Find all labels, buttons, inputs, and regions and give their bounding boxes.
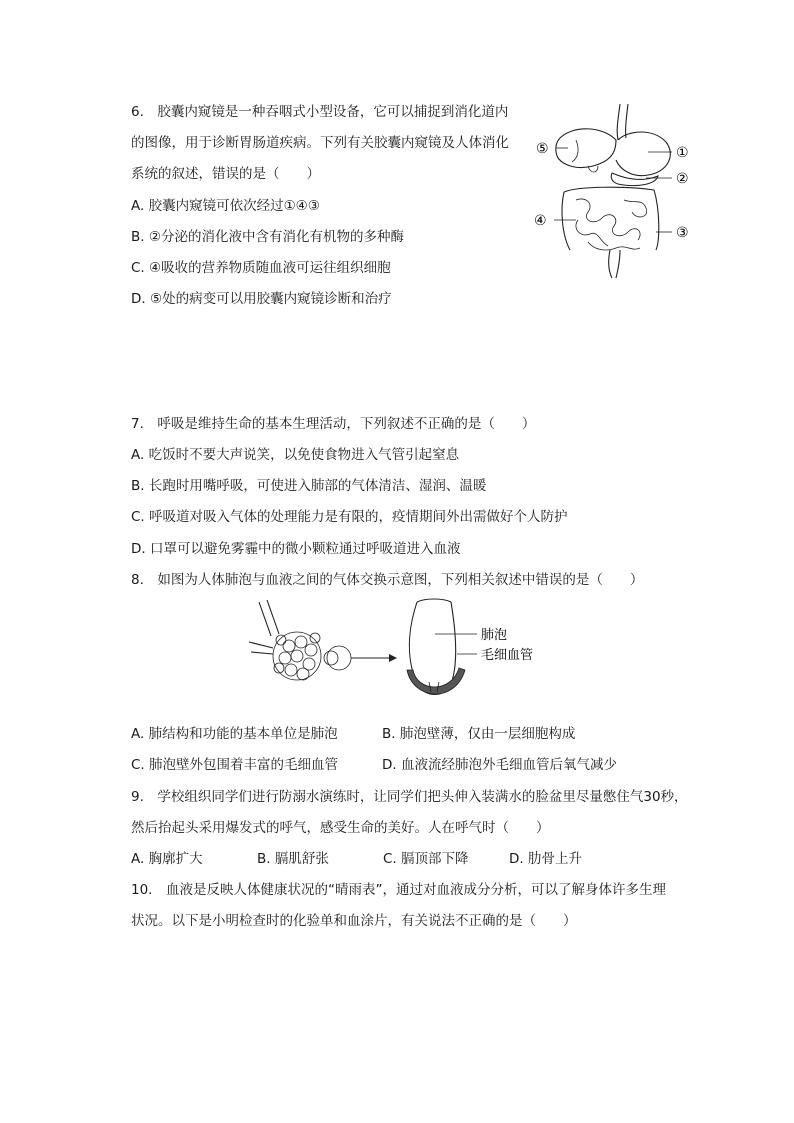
q8-option-d: D. 血液流经肺泡外毛细血管后氧气减少: [382, 757, 617, 773]
q8-options-row-1: [131, 725, 575, 743]
q9-option-c: C. 膈顶部下降: [383, 851, 469, 867]
label-1: ①: [676, 145, 689, 161]
q8-option-b: B. 肺泡壁薄，仅由一层细胞构成: [382, 726, 576, 742]
q6-stem-line-2: 的图像，用于诊断胃肠道疾病。下列有关胶囊内窥镜及人体消化: [131, 135, 509, 151]
label-4: ④: [534, 213, 547, 229]
digestive-system-figure: [528, 100, 698, 285]
alveolus-gas-exchange-figure: [245, 596, 555, 708]
q9-stem-line-2: 然后抬起头采用爆发式的呼气，感受生命的美好。人在呼气时（ ）: [131, 820, 550, 836]
q7-option-d: D. 口罩可以避免雾霾中的微小颗粒通过呼吸道进入血液: [131, 541, 461, 557]
q10-stem-line-2: 状况。以下是小明检查时的化验单和血涂片，有关说法不正确的是（ ）: [131, 913, 577, 929]
q8-option-c: C. 肺泡壁外包围着丰富的毛细血管: [131, 757, 339, 773]
q6-option-c: C. ④吸收的营养物质随血液可运往组织细胞: [131, 260, 391, 276]
label-capillary: 毛细血管: [481, 648, 534, 663]
q8-option-a: A. 肺结构和功能的基本单位是肺泡: [131, 726, 338, 742]
label-2: ②: [676, 171, 689, 187]
q7-stem: 7. 呼吸是维持生命的基本生理活动，下列叙述不正确的是（ ）: [131, 416, 536, 432]
q6-option-b: B. ②分泌的消化液中含有消化有机物的多种酶: [131, 229, 404, 245]
q7-option-c: C. 呼吸道对吸入气体的处理能力是有限的，疫情期间外出需做好个人防护: [131, 509, 568, 525]
q9-option-a: A. 胸廓扩大: [131, 851, 203, 867]
q10-stem-line-1: 10. 血液是反映人体健康状况的“晴雨表”，通过对血液成分分析，可以了解身体许多生理: [131, 882, 666, 898]
label-alveolus: 肺泡: [481, 628, 508, 643]
label-5: ⑤: [536, 141, 549, 157]
q9-option-d: D. 肋骨上升: [509, 851, 582, 867]
label-3: ③: [676, 225, 689, 241]
q9-options-row: [131, 850, 582, 868]
q6-stem-line-1: 6. 胶囊内窥镜是一种吞咽式小型设备，它可以捕捉到消化道内: [131, 104, 509, 120]
q6-option-d: D. ⑤处的病变可以用胶囊内窥镜诊断和治疗: [131, 291, 392, 307]
q9-option-b: B. 膈肌舒张: [257, 851, 329, 867]
q6-option-a: A. 胶囊内窥镜可依次经过①④③: [131, 198, 320, 214]
q8-options-row-2: [131, 756, 617, 774]
q7-option-a: A. 吃饭时不要大声说笑，以免使食物进入气管引起窒息: [131, 447, 460, 463]
q8-stem: 8. 如图为人体肺泡与血液之间的气体交换示意图，下列相关叙述中错误的是（ ）: [131, 572, 644, 588]
q9-stem-line-1: 9. 学校组织同学们进行防溺水演练时，让同学们把头伸入装满水的脸盆里尽量憋住气30秒，: [131, 789, 688, 805]
q6-stem-line-3: 系统的叙述，错误的是（ ）: [131, 166, 320, 182]
q7-option-b: B. 长跑时用嘴呼吸，可使进入肺部的气体清洁、湿润、温暖: [131, 478, 487, 494]
